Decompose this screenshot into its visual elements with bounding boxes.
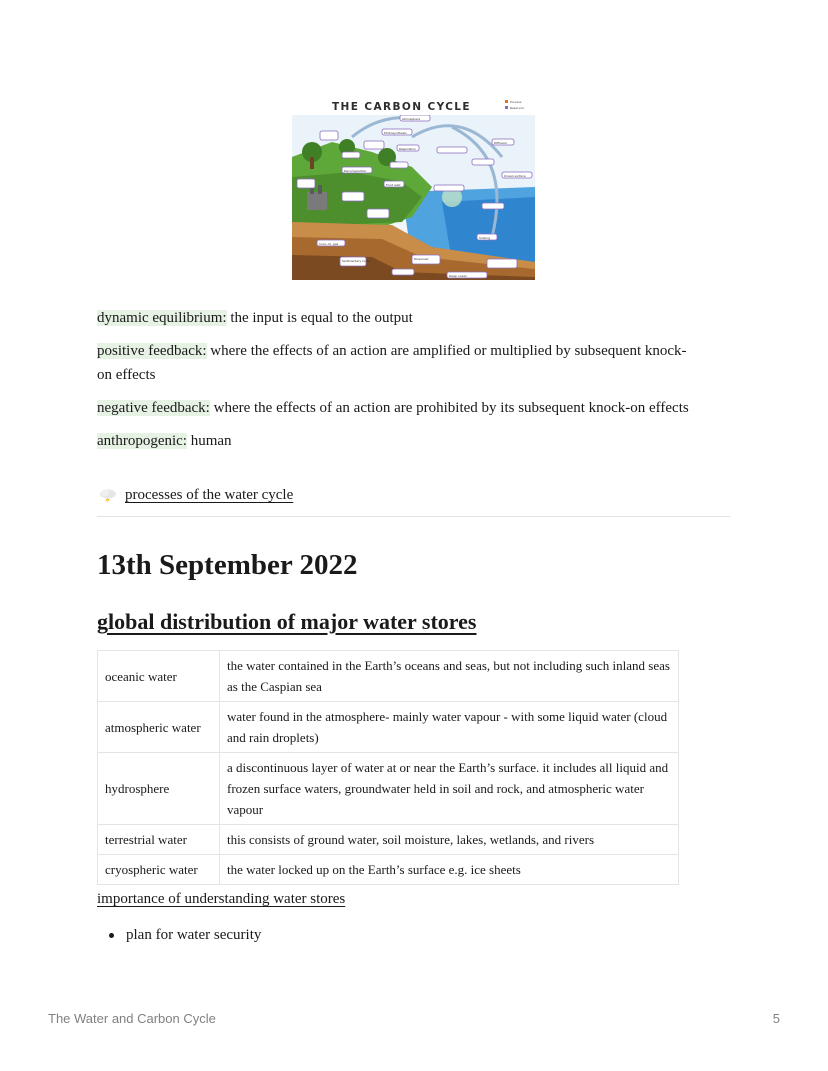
page-number: 5 [772,1011,780,1026]
rain-cloud-icon [97,487,119,503]
footer-title: The Water and Carbon Cycle [48,1011,216,1026]
divider [97,516,730,517]
water-stores-table [97,650,679,885]
definition-negative-feedback [97,396,697,420]
figure-label: Food web [386,183,401,187]
definition-term: negative feedback: [97,400,210,416]
figure-label: Dissolved [414,257,429,261]
store-description: this consists of ground water, soil moisture, lakes, wetlands, and rivers [220,825,679,855]
figure-label: Diffusion [494,141,508,145]
store-name: oceanic water [98,651,220,702]
definition-text: human [186,433,232,449]
figure-label: Sedimentary rocks [342,259,371,263]
store-description: the water locked up on the Earth’s surface e.g. ice sheets [220,855,679,885]
legend-reservoir: Reservoir [510,106,525,110]
water-cycle-link-row[interactable] [97,484,293,506]
figure-label: Decomposition [344,169,367,173]
store-description: the water contained in the Earth’s oceans and seas, but not including such inland seas as the Caspian sea [220,651,679,702]
table-row [98,855,679,885]
table-row [98,753,679,825]
carbon-cycle-figure [292,97,535,280]
store-description: water found in the atmosphere- mainly water vapour - with some liquid water (cloud and rain droplets) [220,702,679,753]
figure-label: Respiration [399,147,416,151]
definition-term: dynamic equilibrium: [97,310,227,326]
table-row [98,702,679,753]
store-description: a discontinuous layer of water at or near the Earth’s surface. it includes all liquid and frozen surface waters, groundwater held in soil and rock, and atmospheric water vapour [220,753,679,825]
figure-label: Coal, oil, gas [319,242,339,246]
definition-positive-feedback [97,339,697,387]
figure-label: Atmosphere [402,117,421,121]
definitions-list [97,306,697,462]
definition-term: anthropogenic: [97,433,187,449]
definition-text: where the effects of an action are amplified or multiplied by subsequent knock-on effects [97,343,687,383]
table-row [98,825,679,855]
legend-process: Process [510,100,522,104]
importance-link[interactable]: importance of understanding water stores [97,891,346,907]
store-name: terrestrial water [98,825,220,855]
date-heading: 13th September 2022 [97,549,358,581]
figure-label: Ocean surface [504,174,526,178]
store-name: atmospheric water [98,702,220,753]
definition-term: positive feedback: [97,343,207,359]
section-heading: global distribution of major water stores [97,609,477,634]
definition-text: where the effects of an action are prohibited by its subsequent knock-on effects [209,400,689,416]
store-name: cryospheric water [98,855,220,885]
figure-label: Deep ocean [449,274,467,278]
table-row [98,651,679,702]
list-item: plan for water security [97,923,261,947]
definition-dynamic-equilibrium [97,306,697,330]
store-name: hydrosphere [98,753,220,825]
figure-label: Sinking [479,236,491,240]
figure-title: THE CARBON CYCLE [332,101,471,113]
water-cycle-link[interactable]: processes of the water cycle [125,487,294,503]
bullet-list [97,923,261,947]
definition-anthropogenic [97,429,697,453]
figure-label: Photosynthesis [384,131,407,135]
definition-text: the input is equal to the output [226,310,413,326]
